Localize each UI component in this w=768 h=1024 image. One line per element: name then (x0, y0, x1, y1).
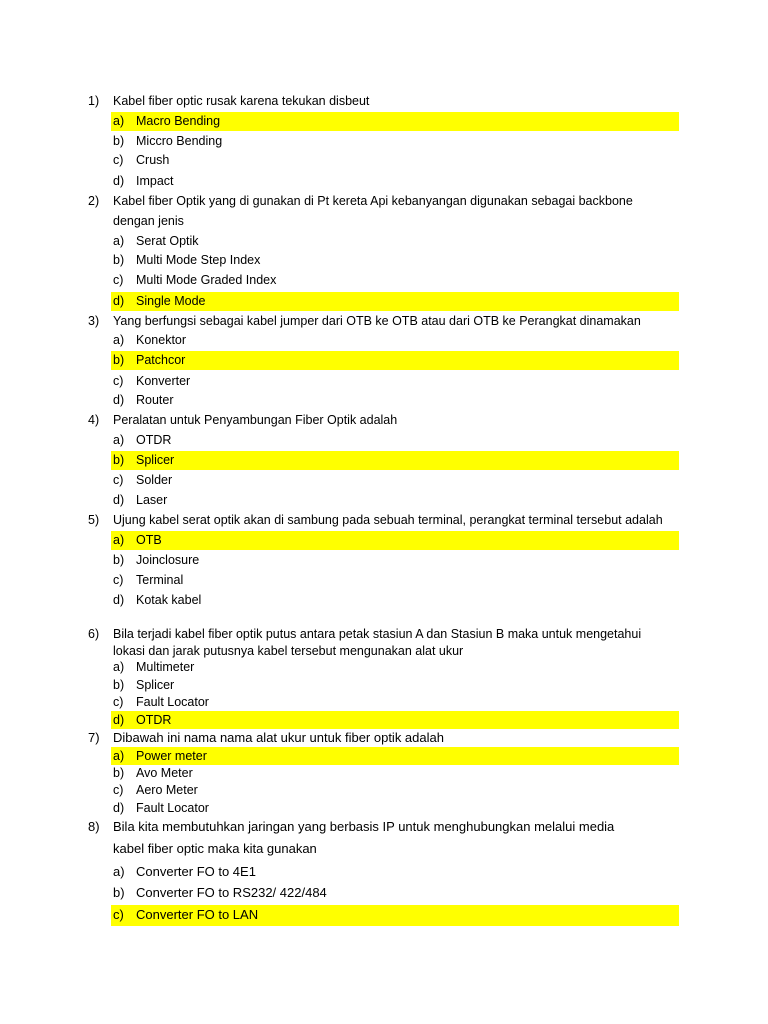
option-text: Konverter (136, 374, 191, 388)
question-text: dengan jenis (113, 214, 184, 228)
question-number: 4) (88, 413, 100, 427)
option (111, 151, 679, 170)
option (111, 232, 679, 251)
option-text: Single Mode (136, 294, 206, 308)
question-text: Bila kita membutuhkan jaringan yang berbasis IP untuk menghubungkan melalui media (113, 819, 615, 834)
option-text: Avo Meter (136, 766, 193, 780)
option (111, 693, 679, 712)
option-text: Fault Locator (136, 801, 209, 815)
option-answer (111, 292, 679, 311)
option-text: Terminal (136, 573, 184, 587)
option-letter: b) (113, 453, 125, 467)
option-letter: c) (113, 695, 124, 709)
option-letter: c) (113, 573, 124, 587)
option-letter: d) (113, 713, 125, 727)
question-number: 8) (88, 819, 100, 834)
option (111, 372, 679, 391)
question-text: Bila terjadi kabel fiber optik putus antara petak stasiun A dan Stasiun B maka untuk mengetahui (113, 627, 642, 641)
option-letter: c) (113, 783, 124, 797)
option (111, 431, 679, 450)
option-text: Multimeter (136, 660, 195, 674)
question-number: 1) (88, 94, 100, 108)
option-letter: b) (113, 678, 125, 692)
option-text: Joinclosure (136, 553, 200, 567)
option-text: Multi Mode Step Index (136, 253, 261, 267)
option-text: OTDR (136, 713, 172, 727)
option-text: Splicer (136, 678, 175, 692)
option-text: OTB (136, 533, 162, 547)
question-number: 7) (88, 730, 100, 745)
option (111, 391, 679, 410)
question-text: Dibawah ini nama nama alat ukur untuk fiber optik adalah (113, 730, 444, 745)
option (111, 799, 679, 818)
option-letter: d) (113, 593, 125, 607)
option-text: Miccro Bending (136, 134, 223, 148)
question-text: lokasi dan jarak putusnya kabel tersebut mengunakan alat ukur (113, 644, 464, 658)
option-letter: d) (113, 294, 125, 308)
option (111, 491, 679, 510)
option-text: Converter FO to LAN (136, 907, 259, 922)
option (111, 471, 679, 490)
question-text: kabel fiber optic maka kita gunakan (113, 841, 317, 856)
question-number: 6) (88, 627, 100, 641)
option-text: Fault Locator (136, 695, 209, 709)
option-letter: b) (113, 553, 125, 567)
option-text: Converter FO to 4E1 (136, 864, 256, 879)
option-letter: b) (113, 766, 125, 780)
option-text: Converter FO to RS232/ 422/484 (136, 885, 327, 900)
option (111, 781, 679, 800)
option-letter: c) (113, 473, 124, 487)
option-letter: c) (113, 273, 124, 287)
option (111, 591, 679, 610)
option-text: Serat Optik (136, 234, 199, 248)
option-answer (111, 711, 679, 729)
option-text: Solder (136, 473, 173, 487)
option (111, 251, 679, 270)
option-letter: a) (113, 660, 125, 674)
option (111, 862, 679, 882)
option-letter: a) (113, 749, 125, 763)
option-answer (111, 531, 679, 550)
question-number: 3) (88, 314, 100, 328)
option (111, 883, 679, 903)
option-letter: a) (113, 114, 125, 128)
option-text: Laser (136, 493, 168, 507)
option-answer (111, 905, 679, 926)
option-letter: c) (113, 153, 124, 167)
option-text: Aero Meter (136, 783, 198, 797)
option-answer (111, 351, 679, 370)
option-letter: c) (113, 907, 124, 922)
option (111, 551, 679, 570)
option-letter: b) (113, 134, 125, 148)
option-letter: b) (113, 353, 125, 367)
option (111, 571, 679, 590)
option-text: Multi Mode Graded Index (136, 273, 277, 287)
question-text: Ujung kabel serat optik akan di sambung pada sebuah terminal, perangkat terminal tersebut adalah (113, 513, 663, 527)
option-text: Kotak kabel (136, 593, 202, 607)
option-text: Power meter (136, 749, 207, 763)
option-letter: a) (113, 433, 125, 447)
option-letter: d) (113, 493, 125, 507)
question-text: Peralatan untuk Penyambungan Fiber Optik adalah (113, 413, 398, 427)
question-text: Kabel fiber Optik yang di gunakan di Pt kereta Api kebanyangan digunakan sebagai backbone (113, 194, 633, 208)
option-letter: c) (113, 374, 124, 388)
option (111, 271, 679, 290)
option-text: Patchcor (136, 353, 186, 367)
option-text: Router (136, 393, 174, 407)
option-letter: b) (113, 885, 125, 900)
question-text: Kabel fiber optic rusak karena tekukan disbeut (113, 94, 370, 108)
option-text: OTDR (136, 433, 172, 447)
option-letter: b) (113, 253, 125, 267)
option-text: Splicer (136, 453, 175, 467)
option (111, 658, 679, 677)
option-letter: d) (113, 801, 125, 815)
option-text: Crush (136, 153, 170, 167)
option-text: Konektor (136, 333, 187, 347)
option-letter: a) (113, 864, 125, 879)
option-text: Macro Bending (136, 114, 221, 128)
option-letter: a) (113, 533, 125, 547)
option-letter: d) (113, 393, 125, 407)
question-number: 5) (88, 513, 100, 527)
option-letter: d) (113, 174, 125, 188)
option-letter: a) (113, 234, 125, 248)
option (111, 172, 679, 191)
option-answer (111, 112, 679, 131)
option-answer (111, 747, 679, 765)
option-answer (111, 451, 679, 470)
question-text: Yang berfungsi sebagai kabel jumper dari OTB ke OTB atau dari OTB ke Perangkat dinamakan (113, 314, 641, 328)
option-letter: a) (113, 333, 125, 347)
option-text: Impact (136, 174, 174, 188)
option (111, 132, 679, 151)
question-number: 2) (88, 194, 100, 208)
option (111, 331, 679, 350)
